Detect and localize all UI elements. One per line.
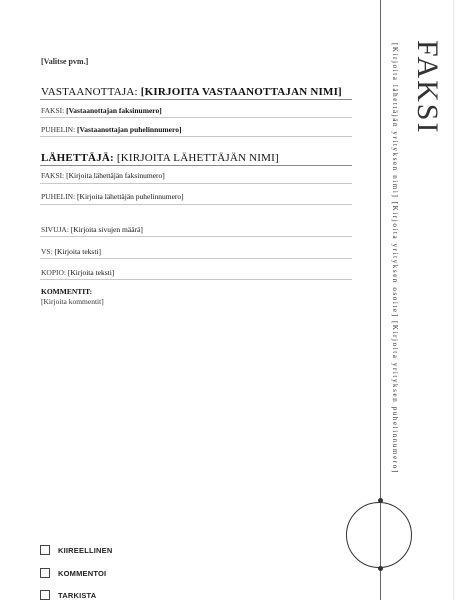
sender-phone-row bbox=[41, 192, 184, 201]
divider bbox=[40, 136, 352, 137]
re-row bbox=[41, 247, 101, 256]
sender-heading-label: LÄHETTÄJÄ: bbox=[41, 152, 114, 164]
pages-label: SIVUJA: bbox=[41, 225, 69, 234]
re-label: VS: bbox=[41, 247, 53, 256]
sender-fax-field[interactable]: [Kirjoita lähettäjän faksinumero] bbox=[66, 171, 165, 180]
sender-fax-row bbox=[41, 171, 165, 180]
divider bbox=[40, 204, 352, 205]
divider bbox=[40, 165, 352, 166]
recipient-heading bbox=[41, 86, 342, 98]
pages-field[interactable]: [Kirjoita sivujen määrä] bbox=[70, 225, 143, 234]
divider bbox=[40, 279, 352, 280]
divider bbox=[40, 236, 352, 237]
sender-heading bbox=[41, 152, 279, 164]
sender-phone-label: PUHELIN: bbox=[41, 192, 76, 201]
cc-label: KOPIO: bbox=[41, 268, 67, 277]
recipient-heading-label: VASTAANOTTAJA: bbox=[41, 86, 138, 98]
divider bbox=[40, 117, 352, 118]
line-dot bbox=[378, 566, 383, 571]
checkbox-comment-label: KOMMENTOI bbox=[58, 568, 107, 578]
checkbox-review[interactable] bbox=[40, 590, 50, 600]
re-field[interactable]: [Kirjoita teksti] bbox=[54, 247, 101, 256]
recipient-fax-label: FAKSI: bbox=[41, 106, 65, 115]
comments-label: KOMMENTIT: bbox=[41, 287, 93, 296]
checkbox-comment[interactable] bbox=[40, 568, 50, 578]
comments-field[interactable]: [Kirjoita kommentit] bbox=[41, 297, 104, 306]
recipient-name-field[interactable]: [KIRJOITA VASTAANOTTAJAN NIMI] bbox=[140, 86, 342, 98]
sender-company-info[interactable]: [Kirjoita lähettäjän yrityksen nimi] [Kirjoita yrityksen osoite] [Kirjoita yrityksen puhelinnumero] bbox=[391, 43, 399, 474]
checkbox-urgent-row[interactable] bbox=[40, 545, 113, 555]
sender-phone-field[interactable]: [Kirjoita lähettäjän puhelinnumero] bbox=[77, 192, 184, 201]
cc-row bbox=[41, 268, 114, 277]
recipient-fax-row bbox=[41, 106, 162, 115]
checkbox-urgent-label: KIIREELLINEN bbox=[58, 545, 113, 555]
checkbox-review-row[interactable] bbox=[40, 590, 96, 600]
date-field[interactable]: [Valitse pvm.] bbox=[41, 57, 89, 66]
checkbox-comment-row[interactable] bbox=[40, 568, 106, 578]
checkbox-review-label: TARKISTA bbox=[58, 590, 97, 600]
page-edge bbox=[453, 0, 462, 600]
checkbox-urgent[interactable] bbox=[40, 545, 50, 555]
recipient-phone-row bbox=[41, 125, 181, 134]
fax-title: FAKSI bbox=[411, 40, 444, 135]
recipient-fax-field[interactable]: [Vastaanottajan faksinumero] bbox=[66, 106, 162, 115]
divider bbox=[40, 99, 352, 100]
recipient-phone-label: PUHELIN: bbox=[41, 125, 76, 134]
sender-name-field[interactable]: [KIRJOITA LÄHETTÄJÄN NIMI] bbox=[116, 152, 279, 164]
sender-fax-label: FAKSI: bbox=[41, 171, 65, 180]
divider bbox=[40, 258, 352, 259]
divider bbox=[40, 183, 352, 184]
decorative-circle bbox=[346, 502, 412, 568]
cc-field[interactable]: [Kirjoita teksti] bbox=[67, 268, 115, 277]
pages-row bbox=[41, 225, 143, 234]
recipient-phone-field[interactable]: [Vastaanottajan puhelinnumero] bbox=[77, 125, 182, 134]
